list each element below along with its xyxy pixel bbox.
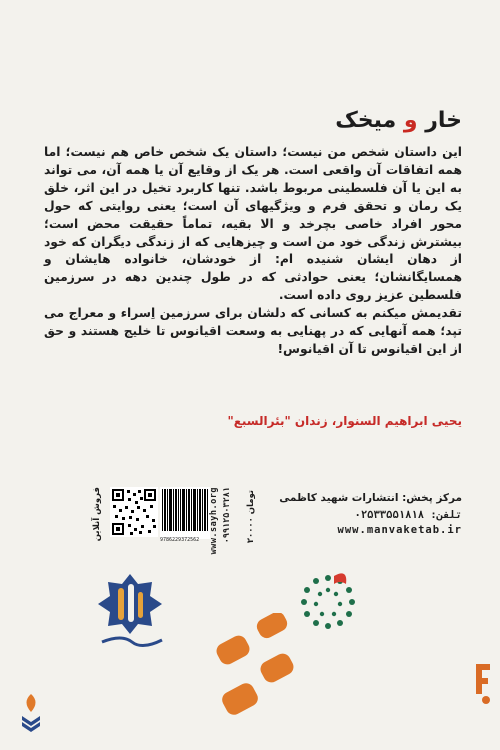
publisher-emblem-icon	[92, 570, 168, 650]
farsi-logo-icon	[472, 660, 494, 708]
barcode-icon	[160, 487, 210, 539]
phone-vertical	[222, 487, 232, 544]
isbn-number: 9786229372562	[160, 537, 200, 543]
title-conjunction: و	[396, 108, 426, 133]
phone-text: ۰۹۹۱۲۵۰۳۲۸۱	[222, 487, 232, 544]
distribution-info	[279, 490, 462, 524]
back-cover-text	[44, 144, 462, 359]
paragraph-1: این داستان شخص من نیست؛ داستان یک شخص خاص هم نیست؛ اما همه اتفاقات آن واقعی است. هر یک از وقایع آن یا همه آن، می تواند به این یا آن فلسطینی مربوط باشد. تنها کاربرد تخیل در این اثر، خلق یک رمان و تحقق فرم و ویژگیهای آن است؛ یعنی روایتی که حول محور افراد خاصی بچرخد و الا بقیه، تماماً حقیقت محض است؛ بیشترش زندگی خود من است و چیزهایی که از زندگی دیگران که خود از دهان ایشان شنیده ام: از خودشان، خانواده هایشان و همسایگانشان؛ یعنی حوادثی که در طول چندین دهه در سرزمین فلسطین عزیز روی داده است.	[44, 145, 462, 303]
book-title	[335, 108, 462, 133]
price-vertical	[246, 490, 256, 544]
distribution-center: مرکز پخش: انتشارات شهید کاظمی	[279, 492, 462, 504]
orange-dots-decoration	[187, 613, 313, 719]
qr-code-icon	[110, 487, 158, 537]
website-vertical	[209, 487, 219, 555]
paragraph-2: تقدیمش میکنم به کسانی که دلشان برای سرزمین اِسراء و معراج می تپد؛ همه آنهایی که در پهنایی به وسعت اقیانوس تا خلیج هستند و حق از این اقیانوس تا آن اقیانوس!	[44, 306, 462, 356]
price-text: ۲۰۰۰۰ تومان	[246, 490, 256, 544]
leaf-book-icon	[20, 692, 42, 732]
online-label-text: فروش آنلاین	[92, 487, 102, 542]
website-text: www.sayh.org	[209, 487, 219, 555]
online-sale-label	[92, 487, 102, 542]
title-word-2: میخک	[335, 108, 397, 133]
distribution-website: www.manvaketab.ir	[337, 524, 462, 536]
title-word-1: خار	[425, 108, 462, 133]
author-signature: یحیی ابراهیم السنوار، زندان "بئرالسبع"	[227, 414, 462, 428]
distribution-phone: تلفن: ۰۲۵۳۳۵۵۱۸۱۸	[354, 509, 462, 521]
